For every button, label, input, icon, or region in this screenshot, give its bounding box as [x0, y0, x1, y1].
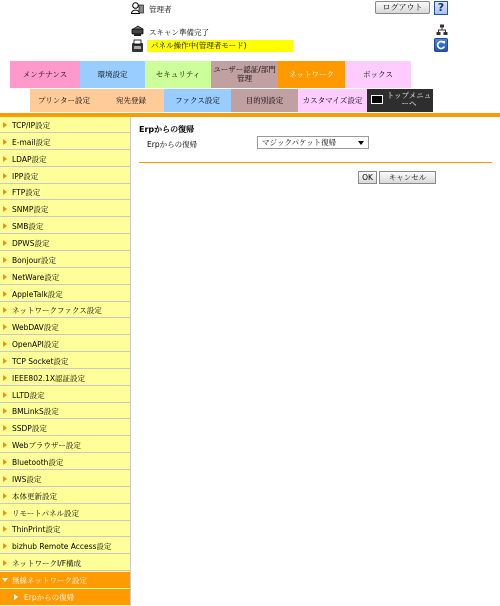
triangle-icon: [3, 223, 7, 229]
sidebar-item[interactable]: [0, 319, 130, 335]
triangle-icon: [3, 206, 7, 212]
triangle-icon: [3, 560, 7, 566]
sidebar-item-label: LDAP設定: [12, 154, 47, 164]
tab-security[interactable]: セキュリティ: [145, 61, 211, 88]
sidebar-item[interactable]: [0, 218, 130, 234]
sidebar-item[interactable]: [0, 370, 130, 386]
triangle-icon: [3, 139, 7, 145]
sidebar-item-label: SMB設定: [12, 222, 44, 232]
sidebar-item[interactable]: [0, 353, 130, 369]
chevron-down-icon: [358, 141, 364, 145]
page-title: Erpからの復帰: [139, 125, 195, 134]
top-menu-icon: [371, 95, 383, 104]
triangle-icon: [3, 189, 7, 195]
sidebar-item-label: FTP設定: [12, 188, 41, 198]
triangle-icon: [14, 594, 18, 600]
sidebar-item[interactable]: [0, 134, 130, 150]
triangle-icon: [3, 476, 7, 482]
sidebar-item-label: ネットワークファクス設定: [12, 306, 102, 316]
sidebar-item-label: IEEE802.1X認証設定: [12, 373, 86, 383]
sidebar-item-label: AppleTalk設定: [12, 289, 63, 299]
subtab-printer[interactable]: プリンター設定: [30, 89, 98, 112]
network-map-icon[interactable]: [436, 24, 448, 36]
sidebar-item-label: Bluetooth設定: [12, 458, 64, 467]
sidebar-item[interactable]: [0, 286, 130, 302]
ok-button[interactable]: OK: [358, 171, 377, 184]
sidebar-item[interactable]: [0, 336, 130, 352]
subtab-address[interactable]: 宛先登録: [98, 89, 164, 112]
refresh-icon: [435, 39, 447, 51]
sidebar-item[interactable]: [0, 403, 130, 419]
sidebar-item-label: E-mail設定: [12, 137, 51, 147]
triangle-icon: [3, 408, 7, 414]
content-divider: [139, 162, 492, 163]
sidebar-item-label: ThinPrint設定: [12, 525, 61, 535]
triangle-icon: [3, 358, 7, 364]
header: [0, 0, 500, 58]
admin-user-icon: [131, 2, 144, 14]
sidebar-item-label: IWS設定: [12, 474, 42, 484]
sidebar-item-erp-recovery[interactable]: [0, 589, 130, 605]
main-content: [130, 117, 500, 606]
triangle-icon: [3, 291, 7, 297]
triangle-icon: [3, 274, 7, 280]
sidebar-item-label: SNMP設定: [12, 205, 49, 215]
sidebar-item[interactable]: [0, 437, 130, 453]
sidebar-item[interactable]: [0, 471, 130, 487]
top-menu-label: トップメニューへ: [386, 91, 432, 108]
sidebar-item[interactable]: [0, 454, 130, 470]
sidebar-item[interactable]: [0, 387, 130, 403]
sidebar-item-label: bizhub Remote Access設定: [12, 542, 112, 552]
sidebar-item[interactable]: [0, 151, 130, 167]
sidebar-item[interactable]: [0, 168, 130, 184]
triangle-icon: [3, 341, 7, 347]
sidebar-item-label: Bonjour設定: [12, 255, 56, 265]
triangle-icon: [3, 526, 7, 532]
triangle-icon: [3, 425, 7, 431]
sidebar-item-label: WebDAV設定: [12, 323, 59, 333]
sidebar-item[interactable]: [0, 302, 130, 318]
triangle-icon: [3, 510, 7, 516]
sidebar-item[interactable]: [0, 235, 130, 251]
scanner-status-icon: [131, 25, 144, 37]
tab-environment[interactable]: 環境設定: [80, 61, 145, 88]
triangle-icon: [3, 543, 7, 549]
triangle-icon: [3, 307, 7, 313]
sidebar-item[interactable]: [0, 505, 130, 521]
expanded-triangle-icon: [2, 578, 8, 585]
sidebar-item-label: 無線ネットワーク設定: [12, 576, 87, 585]
cancel-button[interactable]: キャンセル: [379, 171, 436, 184]
sidebar-item[interactable]: [0, 521, 130, 537]
triangle-icon: [3, 375, 7, 381]
status-label: スキャン準備完了: [149, 28, 209, 37]
tab-network[interactable]: ネットワーク: [278, 61, 345, 88]
sidebar-item-label: TCP/IP設定: [12, 121, 51, 130]
sidebar-item-label: Webブラウザー設定: [12, 441, 81, 451]
sidebar-item-label: NetWare設定: [12, 272, 60, 282]
sidebar-item[interactable]: [0, 117, 130, 133]
user-label: 管理者: [149, 5, 172, 14]
sidebar-item[interactable]: [0, 488, 130, 504]
triangle-icon: [3, 257, 7, 263]
sidebar-item[interactable]: [0, 269, 130, 285]
help-button[interactable]: ?: [434, 1, 448, 15]
sidebar-item[interactable]: [0, 555, 130, 571]
triangle-icon: [3, 459, 7, 465]
tab-box[interactable]: ボックス: [345, 61, 411, 88]
tab-maintenance[interactable]: メンテナンス: [10, 61, 80, 88]
triangle-icon: [3, 392, 7, 398]
erp-recovery-select[interactable]: [257, 136, 369, 149]
sidebar-item-label: ネットワークI/F構成: [12, 559, 82, 569]
logout-button[interactable]: ログアウト: [375, 1, 430, 14]
subtab-fax[interactable]: ファクス設定: [164, 89, 231, 112]
triangle-icon: [3, 240, 7, 246]
sidebar-item[interactable]: [0, 538, 130, 554]
sidebar-item-label: DPWS設定: [12, 238, 50, 248]
subtab-customize[interactable]: カスタマイズ設定: [298, 89, 367, 112]
sidebar-item-label: SSDP設定: [12, 424, 47, 434]
erp-recovery-label: Erpからの復帰: [147, 140, 198, 149]
triangle-icon: [3, 173, 7, 179]
sidebar-item-label: LLTD設定: [12, 390, 45, 400]
sidebar-item-label: BMLinkS設定: [12, 407, 59, 417]
triangle-icon: [3, 442, 7, 448]
sidebar-item[interactable]: [0, 252, 130, 268]
sidebar-item-label: IPP設定: [12, 171, 39, 181]
sidebar: [0, 117, 130, 606]
tab-user-auth[interactable]: ユーザー認証/部門管理: [211, 61, 278, 88]
sidebar-item[interactable]: [0, 201, 130, 217]
triangle-icon: [3, 122, 7, 128]
triangle-icon: [3, 156, 7, 162]
subtab-purpose[interactable]: 目的別設定: [231, 89, 298, 112]
refresh-button[interactable]: [434, 38, 448, 52]
sidebar-item[interactable]: [0, 184, 130, 200]
select-value: マジックパケット復帰: [262, 138, 337, 147]
panel-status-banner: パネル操作中(管理者モード): [147, 40, 293, 52]
sidebar-item-label: TCP Socket設定: [12, 356, 69, 366]
sidebar-item-label: Erpからの復帰: [24, 593, 75, 602]
top-menu-button[interactable]: [367, 89, 433, 112]
sidebar-item-label: OpenAPI設定: [12, 340, 59, 350]
sidebar-item[interactable]: [0, 420, 130, 436]
triangle-icon: [3, 324, 7, 330]
sidebar-item-label: リモートパネル設定: [12, 508, 80, 518]
sidebar-item-wireless-network[interactable]: [0, 572, 130, 588]
sidebar-item-label: 本体更新設定: [12, 491, 57, 501]
triangle-icon: [3, 493, 7, 499]
panel-operation-icon: [131, 39, 144, 53]
